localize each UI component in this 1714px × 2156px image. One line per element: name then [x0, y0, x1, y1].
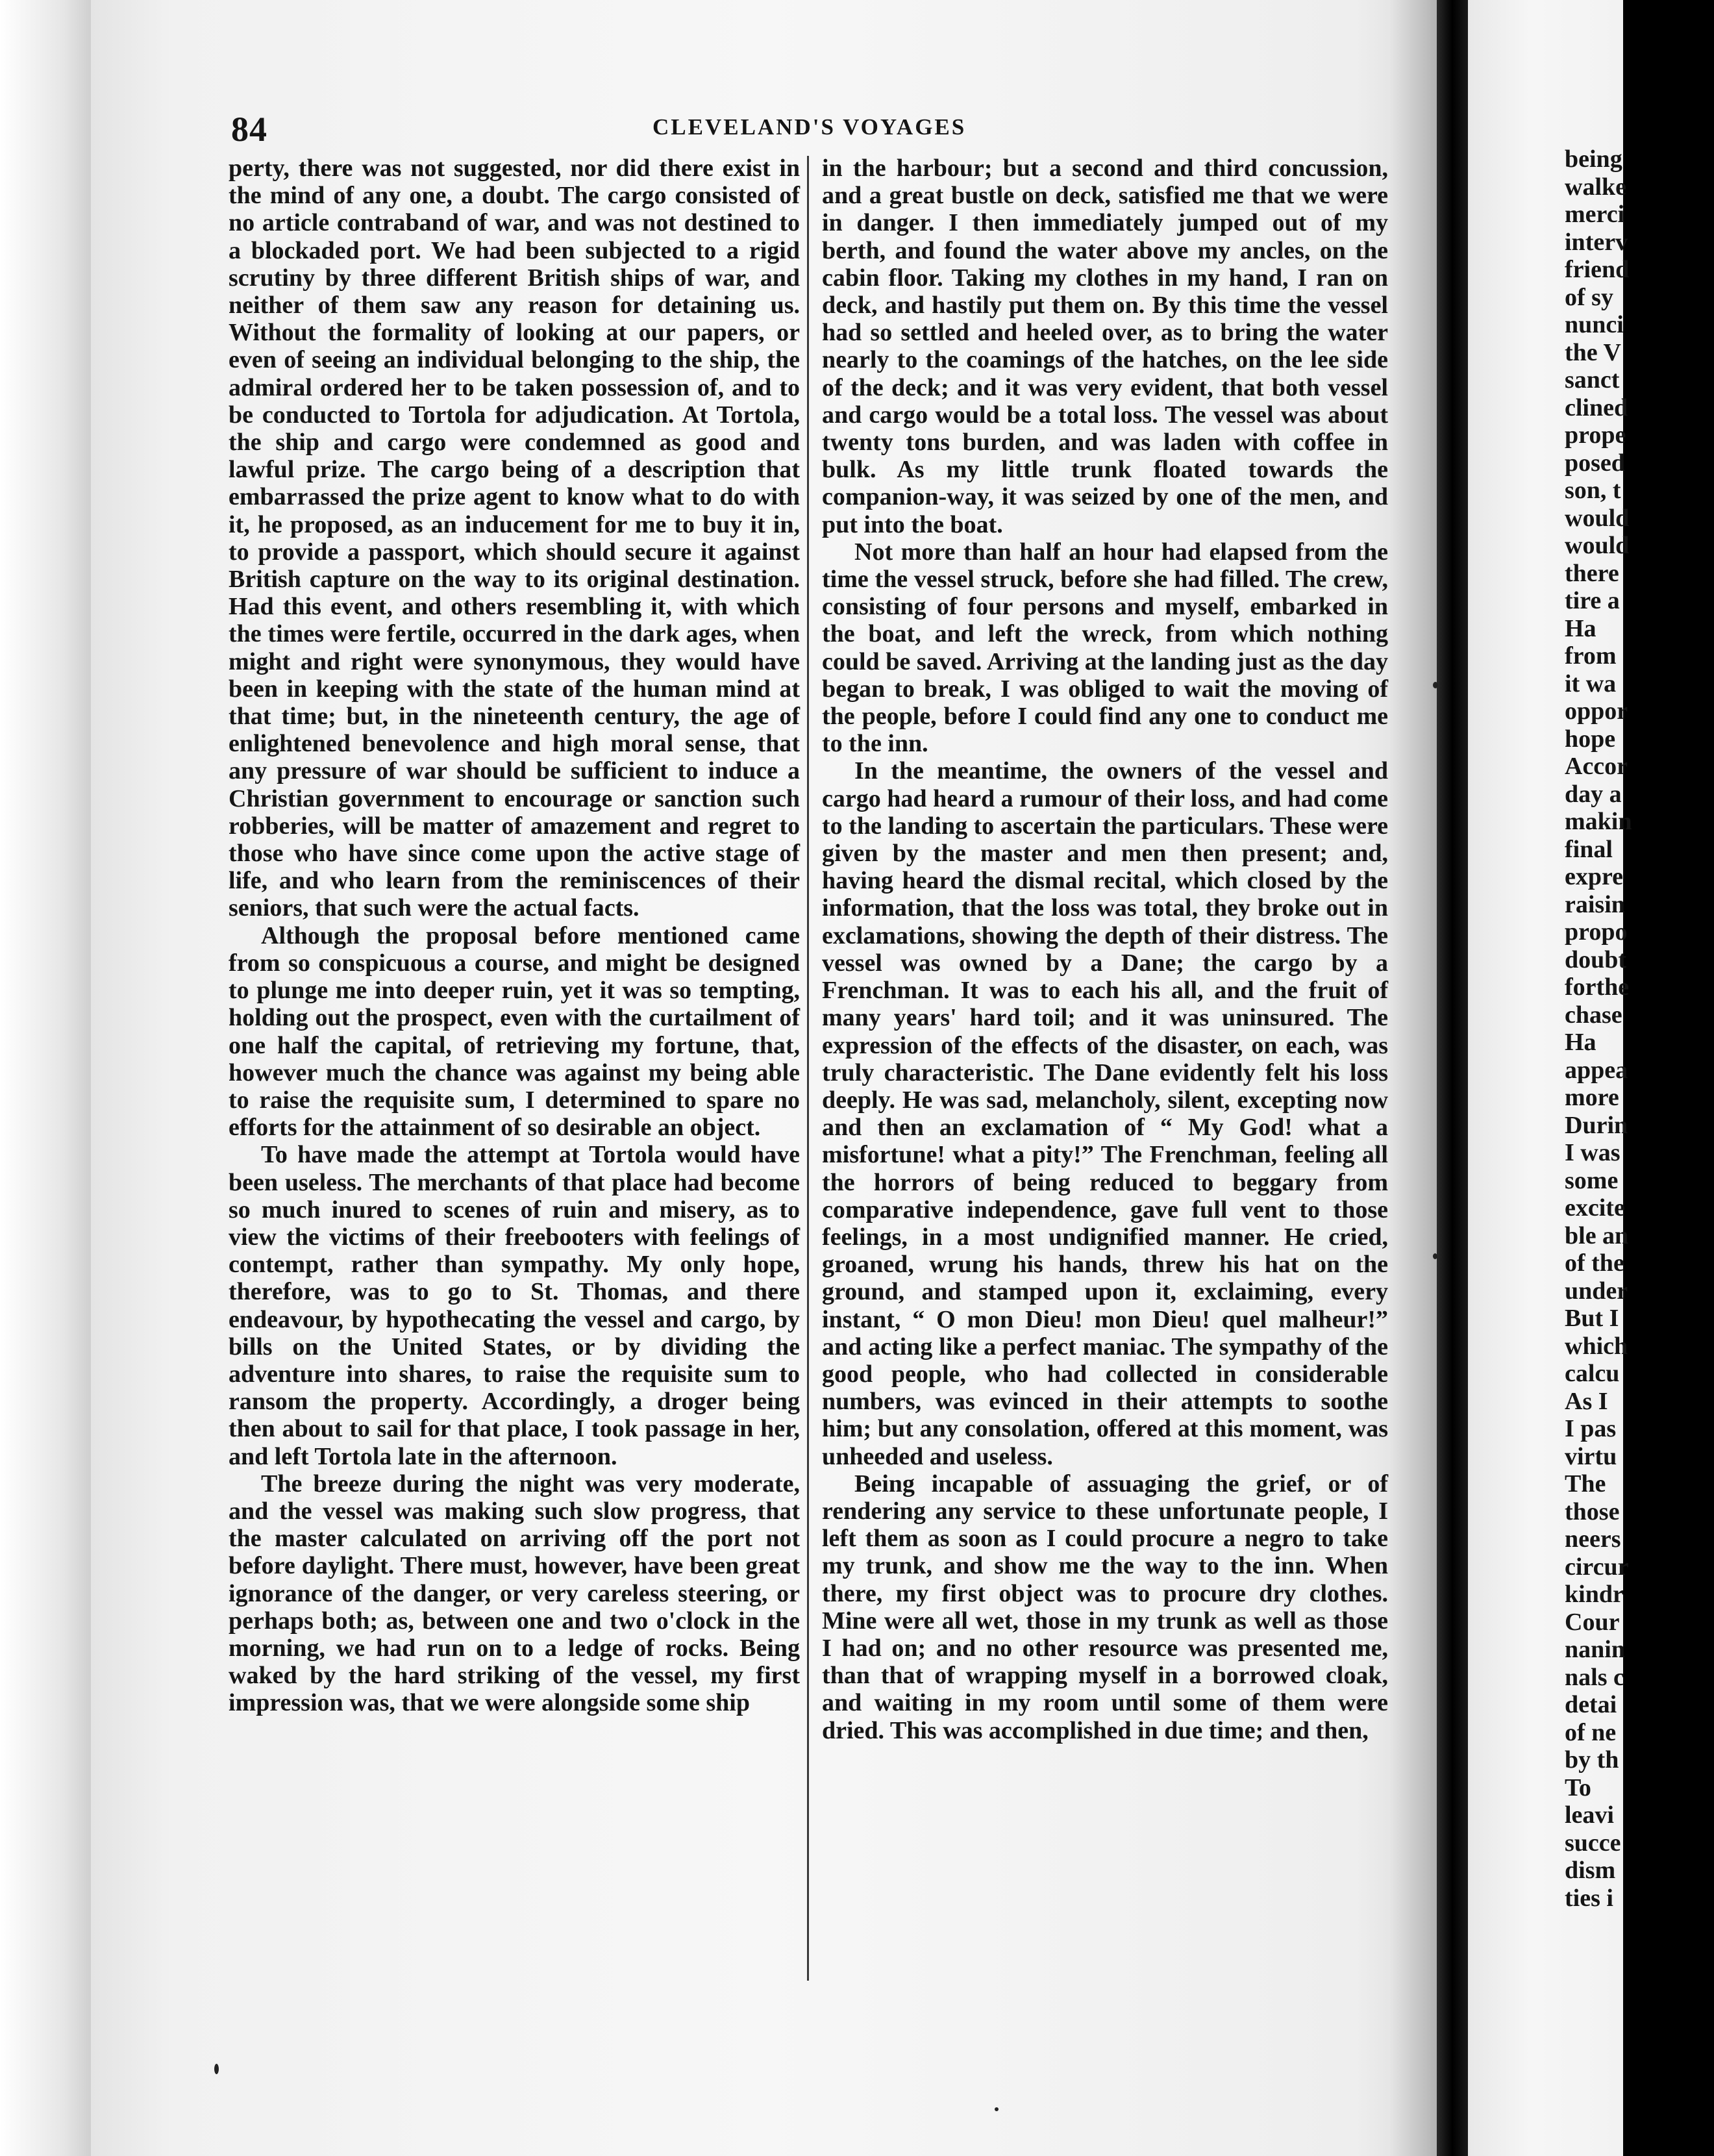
paragraph: In the meantime, the owners of the vessel and cargo had heard a rumour of their loss, and had come to the landing to ascertain the particulars. These were given by the master and men then present; and, having heard the dismal recital, which closed by the information, that the loss was total, they broke out in exclamations, showing the depth of their distress. The vessel was owned by a Dane; the cargo by a Frenchman. It was to each his all, and the fruit of many years' hard toil; and it was uninsured. The expression of the effects of the disaster, on each, was truly characteristic. The Dane evidently felt his loss deeply. He was sad, melancholy, silent, excepting now and then an exclamation of “ My God! what a misfortune! what a pity!” The Frenchman, feeling all the horrors of being reduced to beggary from comparative independence, gave full vent to those feelings, in a most undignified manner. He cried, groaned, wrung his hands, threw his hat on the ground, and stamped upon it, exclaiming, every instant, “ O mon Dieu! mon Dieu! quel malheur!” and acting like a perfect maniac. The sympathy of the good people, who had collected in considerable numbers, was evinced in their attempts to soothe him; but any consolation, offered at this moment, was unheeded and useless. — [822, 757, 1388, 1470]
facing-page-line: of ne — [1565, 1718, 1617, 1746]
facing-page-line: prope — [1565, 421, 1626, 449]
facing-page-line: Accor — [1565, 753, 1628, 780]
facing-page-line: friend — [1565, 256, 1630, 283]
facing-page-line: makin — [1565, 808, 1632, 835]
facing-page-line: walke — [1565, 173, 1626, 201]
scan-speck-mark — [1433, 682, 1438, 688]
facing-page-line: posed — [1565, 449, 1625, 477]
paragraph: To have made the attempt at Tortola would have been useless. The merchants of that place had become so much inured to scenes of ruin and misery, as to view the victims of their freebooters with feelings of contempt, rather than sympathy. My only hope, therefore, was to go to St. Thomas, and there endeavour, by hypothecating the vessel and cargo, by bills on the United States, or by dividing the adventure into shares, to raise the requisite sum to ransom the property. Accordingly, a droger being then about to sail for that place, I took passage in her, and left Tortola late in the afternoon. — [229, 1141, 800, 1470]
facing-page-line: it wa — [1565, 670, 1617, 697]
facing-page-line: interv — [1565, 228, 1628, 256]
text-column-left — [229, 155, 800, 1717]
facing-page-line: clined — [1565, 394, 1628, 421]
facing-page-line: there — [1565, 559, 1619, 587]
facing-page-line: tire a — [1565, 587, 1620, 614]
facing-page-line: more — [1565, 1084, 1619, 1111]
facing-page-line: would — [1565, 532, 1630, 559]
scan-speck-mark — [995, 2107, 999, 2111]
facing-page-line: Durin — [1565, 1111, 1628, 1139]
facing-page-line: by th — [1565, 1746, 1619, 1774]
facing-page-line: sanct — [1565, 366, 1620, 394]
facing-page-line: neers — [1565, 1525, 1621, 1553]
facing-page-line: doubt — [1565, 946, 1627, 973]
facing-page-line: forthe — [1565, 973, 1630, 1001]
gutter-shadow — [1389, 0, 1437, 2156]
facing-page-line: But I — [1565, 1305, 1619, 1332]
facing-page-line: some — [1565, 1166, 1619, 1194]
facing-page-line: of the — [1565, 1249, 1624, 1277]
facing-page-line: raisin — [1565, 890, 1625, 918]
facing-page-line: nanin — [1565, 1636, 1625, 1663]
facing-page-line: To — [1565, 1774, 1591, 1801]
facing-page-line: of sy — [1565, 283, 1613, 311]
facing-page-line: propo — [1565, 918, 1628, 946]
facing-page-line: ble an — [1565, 1222, 1629, 1249]
column-divider-rule — [807, 156, 809, 1981]
facing-page-line: The — [1565, 1470, 1606, 1498]
facing-page-line: dism — [1565, 1857, 1616, 1884]
facing-page-line: excite — [1565, 1194, 1625, 1222]
facing-page-line: appea — [1565, 1056, 1628, 1084]
facing-page-text-fragments — [1565, 145, 1714, 1912]
facing-page-line: nals c — [1565, 1663, 1624, 1691]
facing-page-line: circur — [1565, 1553, 1629, 1581]
facing-page-line: I was — [1565, 1139, 1621, 1166]
running-title: CLEVELAND'S VOYAGES — [652, 114, 967, 140]
facing-page-line: expre — [1565, 863, 1624, 890]
scan-edge-margin — [0, 0, 91, 2156]
facing-page-line: from — [1565, 642, 1617, 670]
facing-page-line: Ha — [1565, 1029, 1596, 1056]
facing-page-line: the V — [1565, 338, 1621, 366]
facing-page-line: son, t — [1565, 477, 1621, 504]
facing-page-line: detai — [1565, 1691, 1617, 1718]
facing-page-line: merci — [1565, 201, 1625, 228]
facing-page-line: day a — [1565, 780, 1622, 808]
scan-speck-mark — [1433, 1253, 1437, 1259]
facing-page-line: succe — [1565, 1829, 1621, 1857]
paragraph: Being incapable of assuaging the grief, or of rendering any service to these unfortunate people, I left them as soon as I could procure a negro to take my trunk, and show me the way to the inn. When there, my first object was to procure dry clothes. Mine were all wet, those in my trunk as well as those I had on; and no other resource was presented me, than that of wrapping myself in a borrowed cloak, and waiting in my room until some of them were dried. This was accomplished in due time; and then, — [822, 1470, 1388, 1744]
paragraph: perty, there was not suggested, nor did there exist in the mind of any one, a doubt. The cargo consisted of no article contraband of war, and was not destined to a blockaded port. We had been subjected to a rigid scrutiny by three different British ships of war, and neither of them saw any reason for detaining us. Without the formality of looking at our papers, or even of seeing an individual belonging to the ship, the admiral ordered her to be taken possession of, and to be conducted to Tortola for adjudication. At Tortola, the ship and cargo were condemned as good and lawful prize. The cargo being of a description that embarrassed the prize agent to know what to do with it, he proposed, as an inducement for me to buy it in, to provide a passport, which should secure it against British capture on the way to its original destination. Had this event, and others resembling it, with which the times were fertile, occurred in the dark ages, when might and right were synonymous, they would have been in keeping with the state of the human mind at that time; but, in the nineteenth century, the age of enlightened benevolence and high moral sense, that any pressure of war should be sufficient to induce a Christian government to encourage or sanction such robberies, will be matter of amazement and regret to those who have since come upon the active stage of life, and who learn from the reminiscences of their seniors, that such were the actual facts. — [229, 155, 800, 922]
facing-page-line: under — [1565, 1277, 1628, 1305]
facing-page-line: those — [1565, 1498, 1620, 1525]
facing-page-line: chase — [1565, 1001, 1622, 1029]
facing-page-line: final — [1565, 835, 1613, 863]
facing-page-line: kindr — [1565, 1581, 1624, 1608]
facing-page-line: As I — [1565, 1387, 1608, 1415]
facing-page-line: ties i — [1565, 1884, 1613, 1912]
facing-page-line: calcu — [1565, 1360, 1620, 1387]
facing-page-line: nunci — [1565, 311, 1624, 338]
facing-page-line: oppor — [1565, 697, 1628, 725]
facing-page-line: Cour — [1565, 1608, 1620, 1636]
facing-page-line: I pas — [1565, 1415, 1617, 1442]
page-number: 84 — [231, 110, 267, 149]
paragraph: Not more than half an hour had elapsed from the time the vessel struck, before she had filled. The crew, consisting of four persons and myself, embarked in the boat, and left the wreck, from which nothing could be saved. Arriving at the landing just as the day began to break, I was obliged to wait the moving of the people, before I could find any one to conduct me to the inn. — [822, 538, 1388, 758]
book-spine — [1437, 0, 1468, 2156]
facing-page-line: would — [1565, 504, 1630, 532]
paragraph: in the harbour; but a second and third concussion, and a great bustle on deck, satisfied me that we were in danger. I then immediately jumped out of my berth, and found the water above my ancles, on the cabin floor. Taking my clothes in my hand, I ran on deck, and hastily put them on. By this time the vessel had so settled and heeled over, as to bring the water nearly to the coamings of the hatches, on the lee side of the deck; and it was very evident, that both vessel and cargo would be a total loss. The vessel was about twenty tons burden, and was laden with coffee in bulk. As my little trunk floated towards the companion-way, it was seized by one of the men, and put into the boat. — [822, 155, 1388, 538]
facing-page-line: Ha — [1565, 614, 1596, 642]
facing-page-line: virtu — [1565, 1442, 1617, 1470]
paragraph: The breeze during the night was very moderate, and the vessel was making such slow progress, that the master calculated on arriving off the port not before daylight. There must, however, have been great ignorance of the danger, or very careless steering, or perhaps both; as, between one and two o'clock in the morning, we had run on to a ledge of rocks. Being waked by the hard striking of the vessel, my first impression was, that we were alongside some ship — [229, 1470, 800, 1717]
facing-page-line: hope — [1565, 725, 1616, 753]
facing-page-line: being — [1565, 145, 1622, 173]
paragraph: Although the proposal before mentioned came from so conspicuous a course, and might be designed to plunge me into deeper ruin, yet it was so tempting, holding out the prospect, even with the curtailment of one half the capital, of retrieving my fortune, that, however much the chance was against my being able to raise the requisite sum, I determined to spare no efforts for the attainment of so desirable an object. — [229, 921, 800, 1142]
text-column-right — [822, 155, 1388, 1744]
facing-page-line: leavi — [1565, 1801, 1614, 1829]
facing-page-line: which — [1565, 1332, 1628, 1360]
scan-speck-mark — [214, 2064, 219, 2074]
